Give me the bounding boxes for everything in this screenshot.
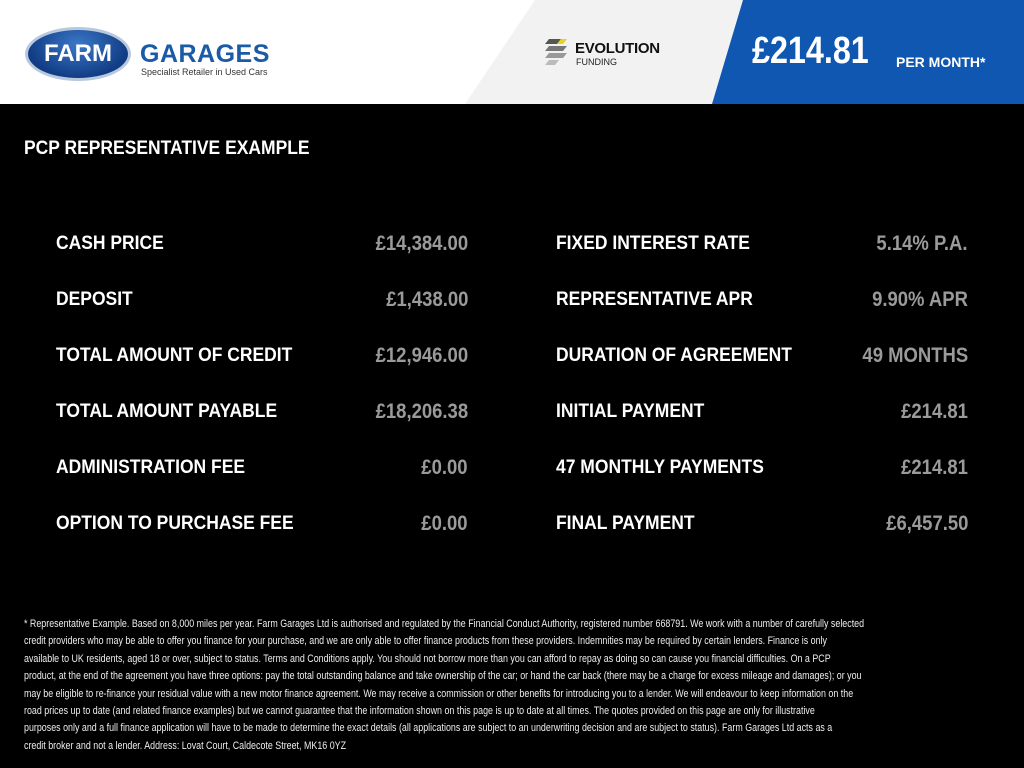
finance-label: REPRESENTATIVE APR [556,289,753,310]
finance-value: £1,438.00 [385,288,468,311]
finance-row [556,342,968,370]
fineprint-line: credit broker and not a lender. Address: Lovat Court, Caldecote Street, MK16 0YZ [24,739,347,752]
fineprint-line: * Representative Example. Based on 8,000 miles per year. Farm Garages Ltd is authorised and regulated by the Financial Conduct Authority, registered number 668791. We work with a number of carefully selected [24,618,865,630]
finance-value: £12,946.00 [375,344,468,367]
farm-garages-logo [25,27,131,81]
finance-row [56,454,468,482]
finance-row [56,342,468,370]
fineprint-line: may be eligible to re-finance your residual value with a new motor finance agreement. We may receive a commission or other benefits for introducing you to a lender. We will endeavour to keep information on the [24,687,854,700]
logo-oval-text: FARM [44,40,112,67]
finance-value: £6,457.50 [885,512,968,535]
fineprint-line: available to UK residents, aged 18 or over, subject to status. Terms and Conditions apply. You should not borrow more than you can afford to repay as doing so can cause you financial difficulties. On a PCP [24,652,831,665]
fineprint-line: product, at the end of the agreement you have three options: pay the total outstanding balance and take ownership of the car; or hand the car back (there may be a charge for excess mileage and damages); or you [24,670,862,683]
per-month-label: PER MONTH* [896,54,986,70]
finance-label: 47 MONTHLY PAYMENTS [556,457,764,478]
funder-name: EVOLUTION [575,40,660,57]
finance-row [556,230,968,258]
finance-value: £0.00 [421,456,468,479]
finance-row [56,286,468,314]
dealer-name: GARAGES [140,40,270,68]
finance-row [56,398,468,426]
finance-row [556,510,968,538]
header-banner [0,0,1024,104]
finance-value: 49 MONTHS [862,344,968,367]
finance-value: £0.00 [421,512,468,535]
monthly-price: £214.81 [752,30,869,72]
finance-value: £18,206.38 [375,400,468,423]
finance-value: £214.81 [901,456,968,479]
finance-value: £14,384.00 [375,232,468,255]
finance-row [556,286,968,314]
funder-sub: FUNDING [576,57,617,67]
finance-value: 9.90% APR [872,288,968,311]
fineprint-line: credit providers who may be able to offer you finance for your purchase, and we are only able to offer finance products from these providers. Indemnities may be required by certain lenders. Finance is only [24,635,827,648]
finance-row [556,398,968,426]
finance-label: FIXED INTEREST RATE [556,233,750,254]
finance-label: FINAL PAYMENT [556,513,695,534]
fineprint [24,616,924,755]
finance-label: ADMINISTRATION FEE [56,457,246,478]
finance-row [56,510,468,538]
finance-label: INITIAL PAYMENT [556,401,705,422]
finance-label: DURATION OF AGREEMENT [556,345,792,366]
fineprint-line: purposes only and a full finance application will have to be made to determine the exact details (all applications are subject to an underwriting decision and are subject to status). Farm Garages Ltd acts as a [24,722,833,735]
section-title: PCP REPRESENTATIVE EXAMPLE [24,138,310,159]
evolution-funding-logo-icon [545,37,569,65]
finance-label: DEPOSIT [56,289,133,310]
finance-label: TOTAL AMOUNT PAYABLE [56,401,278,422]
fineprint-line: road prices up to date (and related finance examples) but we cannot guarantee that the information shown on this page is up to date at all times. The quotes provided on this page are only for illustrative [24,705,815,718]
finance-value: £214.81 [901,400,968,423]
finance-label: OPTION TO PURCHASE FEE [56,513,294,534]
finance-value: 5.14% P.A. [876,232,968,255]
finance-label: CASH PRICE [56,233,164,254]
finance-label: TOTAL AMOUNT OF CREDIT [56,345,293,366]
dealer-tagline: Specialist Retailer in Used Cars [141,67,268,77]
finance-row [556,454,968,482]
finance-row [56,230,468,258]
